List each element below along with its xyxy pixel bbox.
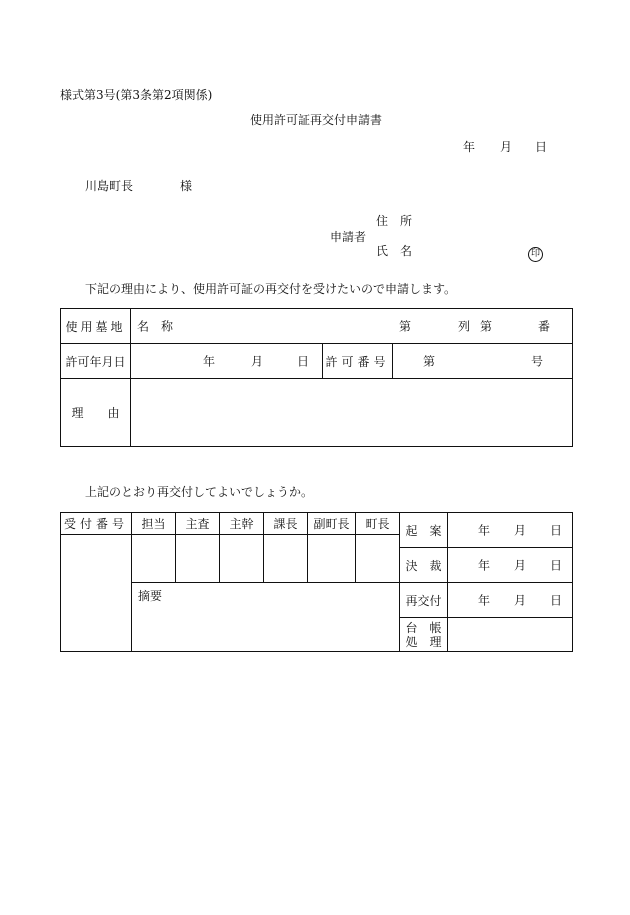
name-label: 氏 名 — [376, 244, 413, 258]
approver-stamp-cell[interactable] — [132, 535, 176, 583]
date-day: 日 — [550, 558, 563, 573]
ledger-label-line-2: 処 理 — [405, 634, 442, 649]
date-month: 月 — [514, 523, 527, 538]
right-row-label: 再交付 — [400, 583, 448, 618]
permit-number-header: 許可番号 — [323, 344, 393, 379]
approver-header: 主査 — [176, 513, 220, 535]
approval-table — [60, 512, 573, 652]
seal-icon: 印 — [528, 247, 543, 262]
approver-stamp-cell[interactable] — [176, 535, 220, 583]
right-row-label: 起 案 — [400, 513, 448, 548]
date-day: 日 — [550, 523, 563, 538]
form-number: 様式第3号(第3条第2項関係) — [60, 88, 213, 102]
date-year: 年 — [463, 140, 476, 154]
confirm-text: 上記のとおり再交付してよいでしょうか。 — [85, 485, 314, 499]
receipt-number-header: 受付番号 — [61, 513, 132, 535]
permit-dai: 第 — [423, 354, 436, 369]
date-year: 年 — [478, 523, 491, 538]
date-month: 月 — [514, 558, 527, 573]
memo-cell[interactable] — [132, 583, 400, 652]
permit-date-header: 許可年月日 — [61, 344, 131, 379]
seal-mark — [528, 241, 543, 262]
memo-label: 摘要 — [138, 589, 163, 603]
cemetery-retsu: 列 — [458, 319, 471, 334]
approver-stamp-cell[interactable] — [220, 535, 264, 583]
addressee-name: 川島町長 — [85, 179, 134, 193]
table-row — [61, 513, 573, 535]
right-row-date[interactable] — [448, 513, 573, 548]
table-row — [61, 583, 573, 618]
permit-day: 日 — [297, 354, 310, 369]
approver-stamp-cell[interactable] — [356, 535, 400, 583]
approver-stamp-cell[interactable] — [264, 535, 308, 583]
right-row-date[interactable] — [448, 548, 573, 583]
ledger-label-line-1: 台 帳 — [405, 620, 442, 635]
date-year: 年 — [478, 593, 491, 608]
approver-header: 課長 — [264, 513, 308, 535]
cemetery-header: 使用墓地 — [61, 309, 131, 344]
permit-month: 月 — [251, 354, 264, 369]
ledger-label — [400, 618, 448, 652]
permit-year: 年 — [203, 354, 216, 369]
cemetery-dai-2: 第 — [480, 319, 493, 334]
right-row-label: 決 裁 — [400, 548, 448, 583]
intro-text: 下記の理由により、使用許可証の再交付を受けたいので申請します。 — [85, 282, 457, 296]
cemetery-dai-1: 第 — [399, 319, 412, 334]
approver-header: 副町長 — [308, 513, 356, 535]
approver-header: 町長 — [356, 513, 400, 535]
date-year: 年 — [478, 558, 491, 573]
approver-header: 主幹 — [220, 513, 264, 535]
application-table — [60, 308, 573, 447]
approver-header: 担当 — [132, 513, 176, 535]
document-title: 使用許可証再交付申請書 — [250, 113, 383, 127]
address-label: 住 所 — [376, 214, 413, 228]
approver-stamp-cell[interactable] — [308, 535, 356, 583]
cemetery-cell[interactable] — [131, 309, 573, 344]
cemetery-name-label: 名 称 — [137, 319, 174, 334]
addressee-honorific: 様 — [180, 179, 193, 193]
permit-date-cell[interactable] — [131, 344, 323, 379]
table-row — [61, 309, 573, 344]
ledger-cell[interactable] — [448, 618, 573, 652]
applicant-label: 申請者 — [330, 230, 367, 244]
reason-cell[interactable] — [131, 379, 573, 447]
table-row — [61, 379, 573, 447]
permit-go: 号 — [531, 354, 544, 369]
date-month: 月 — [500, 140, 513, 154]
date-day: 日 — [550, 593, 563, 608]
cemetery-ban: 番 — [538, 319, 551, 334]
receipt-number-cell[interactable] — [61, 535, 132, 652]
permit-number-cell[interactable] — [393, 344, 573, 379]
right-row-date[interactable] — [448, 583, 573, 618]
date-month: 月 — [514, 593, 527, 608]
date-day: 日 — [535, 140, 548, 154]
table-row — [61, 344, 573, 379]
reason-header: 理 由 — [61, 379, 131, 447]
